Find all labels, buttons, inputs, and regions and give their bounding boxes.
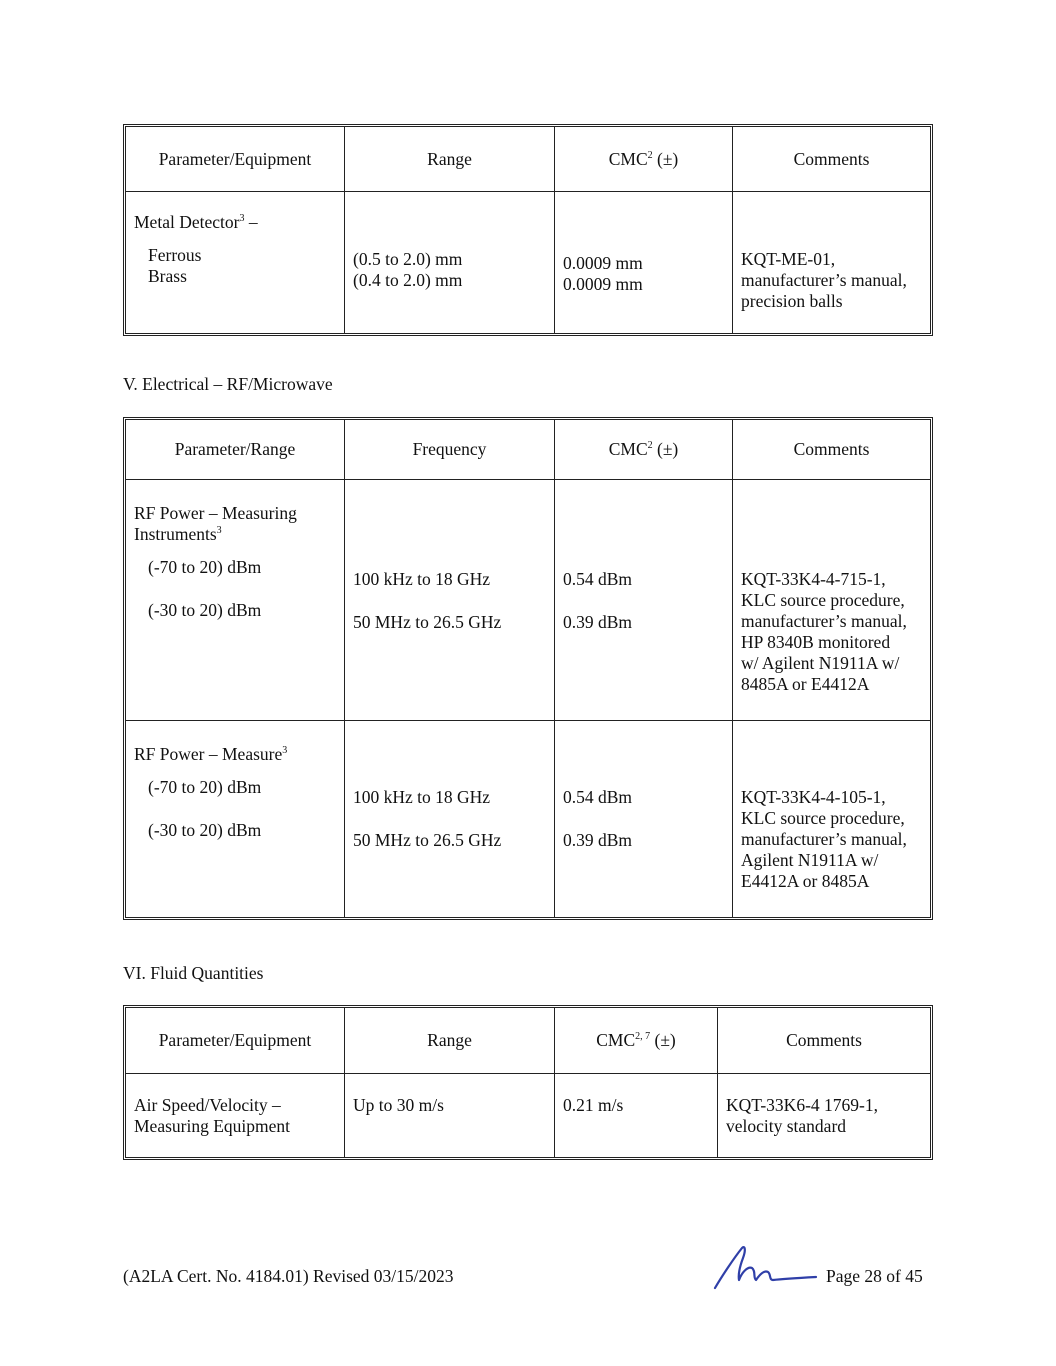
header-label: CMC$^{2, 7}$ (±) <box>596 1030 676 1050</box>
comment-line: KLC source procedure, <box>741 808 905 828</box>
rf-microwave-table <box>123 417 933 920</box>
comments-cell <box>732 480 930 720</box>
comment-line: Agilent N1911A w/ <box>741 850 879 870</box>
range-item: (-30 to 20) dBm <box>148 820 262 840</box>
cmc-value: 0.39 dBm <box>563 830 633 850</box>
table-header-row <box>126 420 930 479</box>
comment-line: precision balls <box>741 291 843 311</box>
comment-line: manufacturer’s manual, <box>741 611 907 631</box>
comment-line: manufacturer’s manual, <box>741 829 907 849</box>
comment-line: 8485A or E4412A <box>741 674 870 694</box>
comment-line: w/ Agilent N1911A w/ <box>741 653 900 673</box>
cmc-value: 0.54 dBm <box>563 787 633 807</box>
cmc-cell <box>554 480 732 720</box>
range-item: (-70 to 20) dBm <box>148 777 262 797</box>
parameter-title: Measuring Equipment <box>134 1116 291 1136</box>
header-label: Range <box>427 148 472 169</box>
comment-line: KLC source procedure, <box>741 590 905 610</box>
parameter-title: Instruments$^3$ <box>134 524 222 544</box>
comment-line: HP 8340B monitored <box>741 632 891 652</box>
parameter-title: Metal Detector$^3$ – <box>134 212 258 232</box>
header-comments <box>732 127 930 191</box>
comment-line: KQT-ME-01, <box>741 249 836 269</box>
header-cmc <box>554 1008 717 1073</box>
header-cmc <box>554 127 732 191</box>
header-cmc <box>554 420 732 479</box>
frequency-cell <box>344 480 554 720</box>
cmc-cell <box>554 1074 717 1157</box>
cmc-value: 0.0009 mm <box>563 274 643 294</box>
table-header-row <box>126 127 930 191</box>
comment-line: velocity standard <box>726 1116 847 1136</box>
fluid-quantities-table <box>123 1005 933 1160</box>
frequency-value: 50 MHz to 26.5 GHz <box>353 612 502 632</box>
header-comments <box>717 1008 930 1073</box>
range-value: Up to 30 m/s <box>353 1095 444 1115</box>
header-comments <box>732 420 930 479</box>
header-label: Frequency <box>412 439 487 459</box>
header-parameter <box>126 1008 344 1073</box>
comment-line: KQT-33K4-4-105-1, <box>741 787 886 807</box>
header-label: Range <box>427 1030 472 1050</box>
footer-page-number: Page 28 of 45 <box>826 1266 923 1286</box>
comments-cell <box>717 1074 930 1157</box>
comments-cell <box>732 721 930 917</box>
header-parameter <box>126 420 344 479</box>
parameter-title: Air Speed/Velocity – <box>134 1095 281 1115</box>
header-label: CMC$^2$ (±) <box>608 439 679 459</box>
cmc-value: 0.39 dBm <box>563 612 633 632</box>
table-row <box>126 1073 930 1157</box>
parameter-cell <box>126 480 344 720</box>
frequency-cell <box>344 721 554 917</box>
range-value: (0.4 to 2.0) mm <box>353 270 463 290</box>
table-row <box>126 191 930 333</box>
parameter-title: RF Power – Measuring <box>134 503 297 523</box>
table-row <box>126 479 930 720</box>
header-label: Comments <box>793 439 870 459</box>
range-cell <box>344 192 554 333</box>
range-item: (-30 to 20) dBm <box>148 600 262 620</box>
comment-line: E4412A or 8485A <box>741 871 870 891</box>
header-label: CMC$^2$ (±) <box>608 148 679 169</box>
range-value: (0.5 to 2.0) mm <box>353 249 463 269</box>
frequency-value: 100 kHz to 18 GHz <box>353 569 491 589</box>
table-header-row <box>126 1008 930 1073</box>
table-row <box>126 720 930 917</box>
metal-detector-table <box>123 124 933 336</box>
header-frequency <box>344 420 554 479</box>
parameter-cell <box>126 1074 344 1157</box>
header-range <box>344 127 554 191</box>
comment-line: manufacturer’s manual, <box>741 270 907 290</box>
header-label: Parameter/Equipment <box>158 148 312 169</box>
range-item: (-70 to 20) dBm <box>148 557 262 577</box>
header-parameter <box>126 127 344 191</box>
frequency-value: 100 kHz to 18 GHz <box>353 787 491 807</box>
cmc-cell <box>554 721 732 917</box>
parameter-item: Brass <box>148 266 187 286</box>
parameter-cell <box>126 721 344 917</box>
comments-cell <box>732 192 930 333</box>
header-label: Parameter/Equipment <box>158 1030 312 1050</box>
cmc-value: 0.54 dBm <box>563 569 633 589</box>
header-label: Comments <box>786 1030 862 1050</box>
cmc-value: 0.21 m/s <box>563 1095 624 1115</box>
parameter-item: Ferrous <box>148 245 202 265</box>
header-range <box>344 1008 554 1073</box>
parameter-title: RF Power – Measure$^3$ <box>134 744 288 764</box>
comment-line: KQT-33K4-4-715-1, <box>741 569 886 589</box>
signature-mark <box>712 1244 818 1292</box>
section-heading-electrical-rf: V. Electrical – RF/Microwave <box>123 374 333 394</box>
section-heading-fluid-quantities: VI. Fluid Quantities <box>123 963 264 983</box>
range-cell <box>344 1074 554 1157</box>
header-label: Parameter/Range <box>174 439 296 459</box>
header-label: Comments <box>793 148 870 169</box>
comment-line: KQT-33K6-4 1769-1, <box>726 1095 878 1115</box>
cmc-value: 0.0009 mm <box>563 253 643 273</box>
parameter-cell <box>126 192 344 333</box>
footer-cert-revision: (A2LA Cert. No. 4184.01) Revised 03/15/2023 <box>123 1266 454 1286</box>
cmc-cell <box>554 192 732 333</box>
frequency-value: 50 MHz to 26.5 GHz <box>353 830 502 850</box>
